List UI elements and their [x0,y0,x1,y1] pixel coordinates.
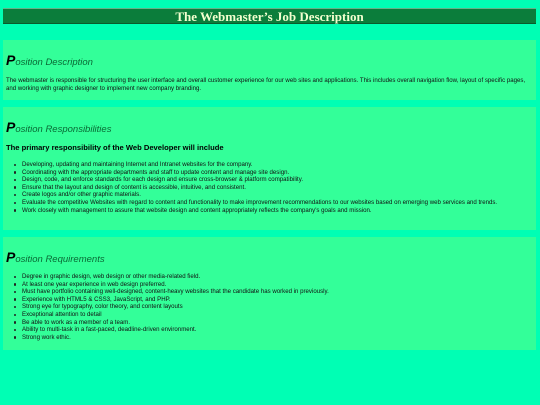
heading-text: osition Responsibilities [15,124,112,135]
list-item: Exceptional attention to detail [22,311,527,319]
responsibilities-intro: The primary responsibility of the Web Developer will include [6,143,224,152]
heading-initial: P [6,52,16,68]
page-title-bar [3,8,536,24]
list-item: Be able to work as a member of a team. [22,319,527,327]
page-title: The Webmaster’s Job Description [175,8,364,24]
position-requirements-section [3,237,536,350]
position-requirements-heading [6,249,105,265]
heading-text: osition Description [15,57,93,68]
position-description-text: The webmaster is responsible for structuring the user interface and overall customer experience for our web sites and applications. This includes overall navigation flow, layout of specific pages, and working with graphic designer to implement new company branding. [6,77,526,93]
list-item: Developing, updating and maintaining Internet and Intranet websites for the company. [22,161,527,169]
list-item: Work closely with management to assure that website design and content appropriately reflects the company's goals and mission. [22,207,527,215]
position-responsibilities-heading [6,119,111,135]
list-item: Design, code, and enforce standards for each design and ensure cross-browser & platform compatibility. [22,176,527,184]
list-item: Coordinating with the appropriate departments and staff to update content and manage site design. [22,169,527,177]
list-item: Must have portfolio containing well-designed, content-heavy websites that the candidate has worked in previously. [22,288,527,296]
list-item: Strong work ethic. [22,334,527,342]
heading-initial: P [6,249,16,265]
list-item: Degree in graphic design, web design or other media-related field. [22,273,527,281]
requirements-list [3,273,527,341]
list-item: Ability to multi-task in a fast-paced, deadline-driven environment. [22,326,527,334]
list-item: Evaluate the competitive Websites with regard to content and functionality to make improvement recommendations to our websites based on emerging web services and trends. [22,199,527,207]
list-item: Create logos and/or other graphic materials. [22,191,527,199]
heading-initial: P [6,119,16,135]
heading-text: osition Requirements [15,254,105,265]
list-item: At least one year experience in web design preferred. [22,281,527,289]
list-item: Experience with HTML5 & CSS3, JavaScript, and PHP. [22,296,527,304]
list-item: Ensure that the layout and design of content is accessible, intuitive, and consistent. [22,184,527,192]
position-description-heading [6,52,93,68]
responsibilities-list [3,161,527,214]
position-responsibilities-section [3,107,536,230]
position-description-section [3,40,536,100]
list-item: Strong eye for typography, color theory, and content layouts [22,303,527,311]
